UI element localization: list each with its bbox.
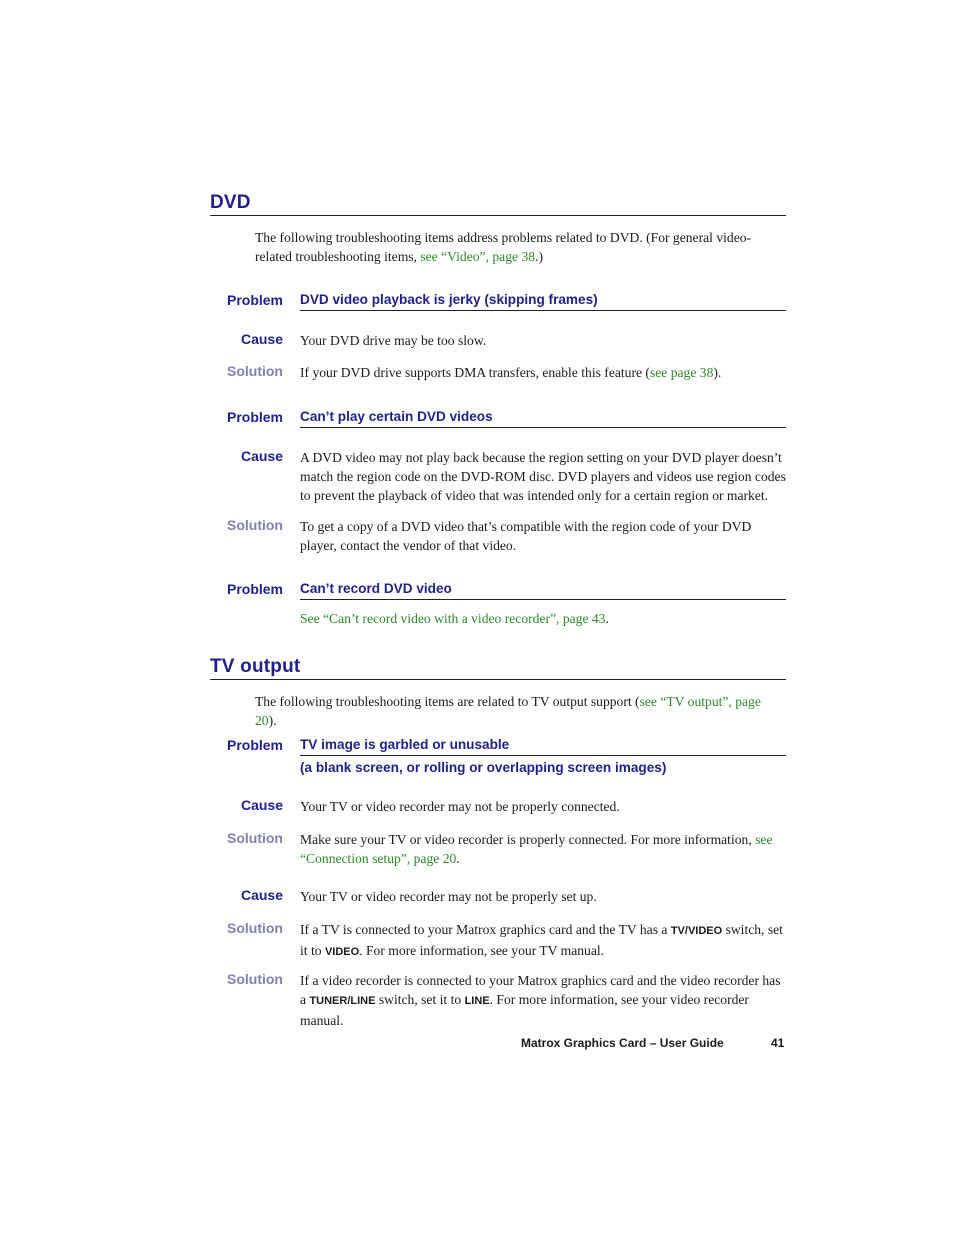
solution-label: Solution: [227, 517, 283, 533]
cause-label: Cause: [240, 887, 283, 903]
tv-intro: [255, 692, 785, 730]
problem-rule: [300, 427, 786, 428]
page-number: 41: [771, 1036, 785, 1050]
solution-label: Solution: [227, 363, 283, 379]
cause-text: Your TV or video recorder may not be properly set up.: [300, 889, 597, 904]
problem-rule: [300, 755, 786, 756]
footer-title: Matrox Graphics Card – User Guide: [521, 1036, 724, 1050]
cause-label: Cause: [240, 331, 283, 347]
see-reference: [300, 609, 786, 628]
solution-text-part: . For more information, see your video recorder manual.: [300, 992, 749, 1028]
solution-text-end: .: [456, 851, 460, 866]
solution-text-part: switch, set it to: [375, 992, 465, 1007]
switch-setting-line: LINE: [464, 995, 490, 1007]
solution-text: [300, 971, 786, 1030]
link-connection-setup-page-20[interactable]: see “Connection setup”, page 20: [300, 832, 773, 866]
section-heading-dvd: DVD: [210, 192, 251, 213]
solution-text-part: If a TV is connected to your Matrox graphics card and the TV has a: [300, 922, 671, 937]
problem-title: DVD video playback is jerky (skipping frames): [300, 292, 598, 307]
dvd-intro-end: .): [535, 249, 543, 264]
section-heading-tv-output: TV output: [210, 656, 301, 677]
solution-label: Solution: [227, 971, 283, 987]
see-reference-end: .: [605, 611, 609, 626]
switch-name-tv-video: TV/VIDEO: [670, 925, 723, 937]
cause-label: Cause: [240, 448, 283, 464]
link-tv-output-page-20[interactable]: see “TV output”, page 20: [255, 694, 761, 728]
problem-subtitle: (a blank screen, or rolling or overlapping screen images): [300, 760, 667, 775]
link-cant-record-page-43[interactable]: See “Can’t record video with a video recorder”, page 43: [300, 611, 606, 626]
solution-text-part: . For more information, see your TV manual.: [359, 943, 605, 958]
link-see-page-38[interactable]: see page 38: [649, 365, 714, 380]
heading-rule-tv-output: [210, 679, 786, 680]
solution-text-body: Make sure your TV or video recorder is properly connected. For more information,: [300, 832, 756, 847]
problem-rule: [300, 310, 786, 311]
solution-text: [300, 363, 786, 382]
solution-text-part: If a video recorder is connected to your Matrox graphics card and the video recorder has a: [300, 973, 781, 1007]
problem-title: TV image is garbled or unusable: [300, 737, 510, 752]
cause-text: Your DVD drive may be too slow.: [300, 333, 487, 348]
solution-label: Solution: [227, 830, 283, 846]
problem-label: Problem: [226, 292, 283, 308]
solution-text: [300, 830, 786, 868]
link-video-page-38[interactable]: see “Video”, page 38: [420, 249, 536, 264]
problem-title: Can’t record DVD video: [300, 581, 452, 596]
dvd-intro-text: The following troubleshooting items address problems related to DVD. (For general video-related troubleshooting items,: [255, 230, 752, 264]
solution-text-body: If your DVD drive supports DMA transfers, enable this feature (: [300, 365, 650, 380]
problem-title: Can’t play certain DVD videos: [300, 409, 493, 424]
tv-intro-end: ).: [268, 713, 277, 728]
solution-text: To get a copy of a DVD video that’s compatible with the region code of your DVD player, contact the vendor of that video.: [300, 519, 752, 553]
solution-text: [300, 920, 786, 962]
solution-label: Solution: [227, 920, 283, 936]
switch-name-tuner-line: TUNER/LINE: [309, 995, 376, 1007]
dvd-intro: [255, 228, 785, 266]
heading-rule-dvd: [210, 215, 786, 216]
problem-label: Problem: [226, 409, 283, 425]
solution-text-part: switch, set it to: [300, 922, 783, 958]
solution-text-end: ).: [713, 365, 722, 380]
cause-text: A DVD video may not play back because the region setting on your DVD player doesn’t match the region code on the DVD-ROM disc. DVD players and videos use region codes to prevent the playback of video that was intended only for a certain region or market.: [300, 450, 786, 503]
problem-rule: [300, 599, 786, 600]
cause-text: Your TV or video recorder may not be properly connected.: [300, 799, 620, 814]
tv-intro-text: The following troubleshooting items are related to TV output support (: [255, 694, 640, 709]
problem-label: Problem: [226, 581, 283, 597]
cause-label: Cause: [240, 797, 283, 813]
switch-setting-video: VIDEO: [324, 946, 360, 958]
problem-label: Problem: [226, 737, 283, 753]
